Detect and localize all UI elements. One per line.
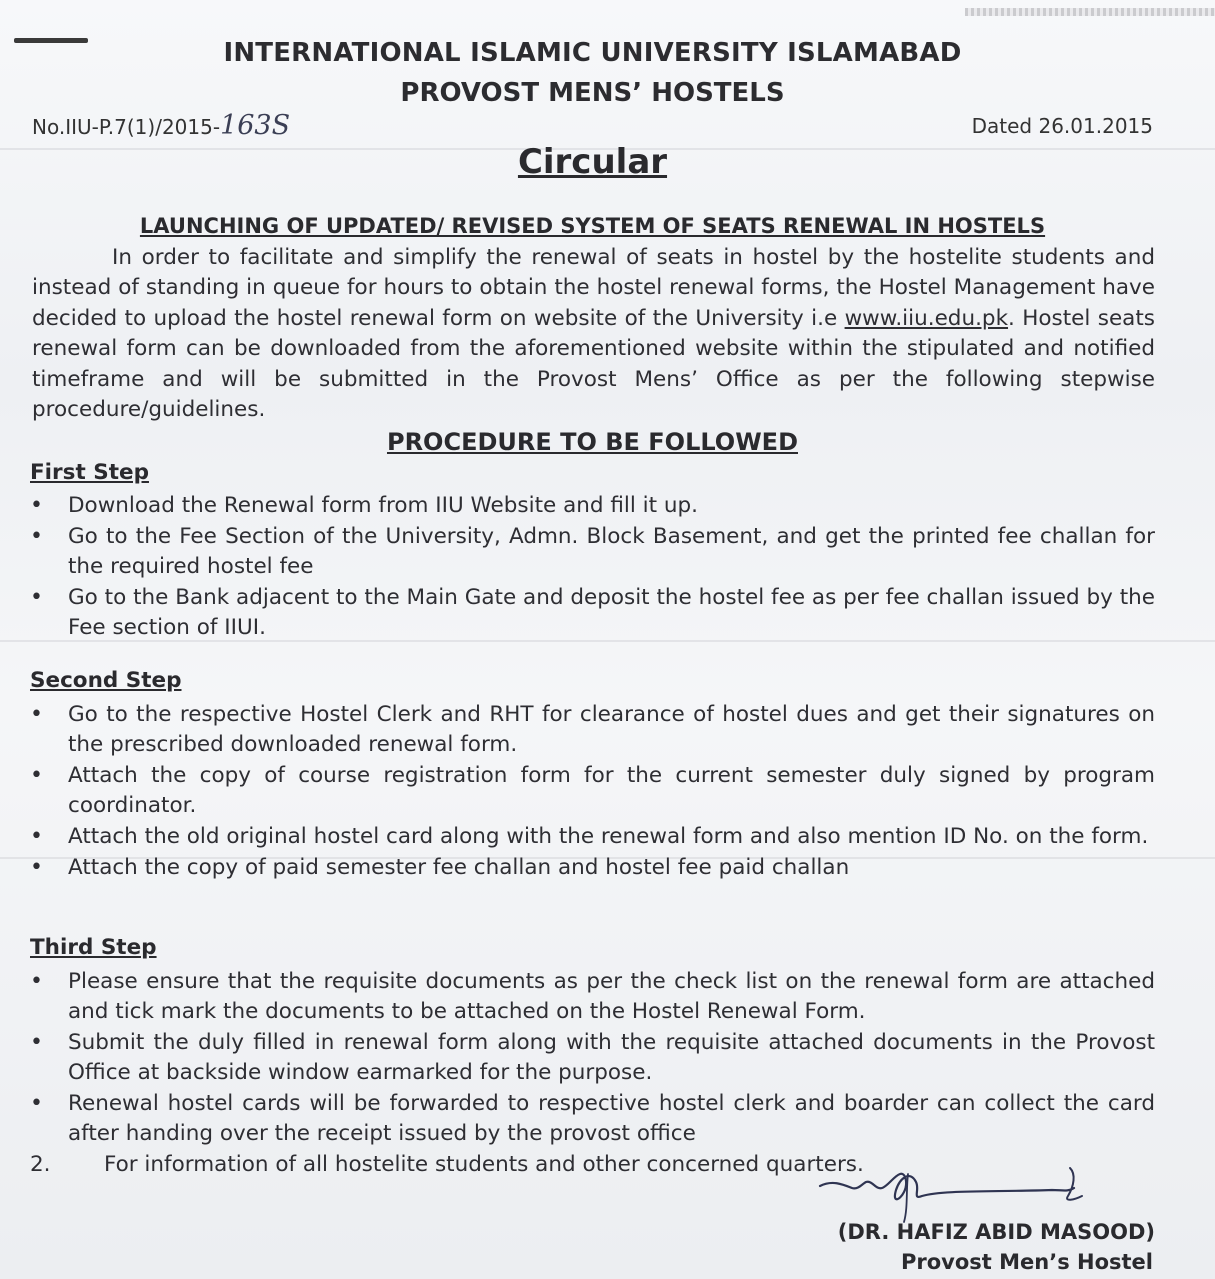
- date-line: Dated 26.01.2015: [971, 114, 1153, 138]
- closing-text: For information of all hostelite students and other concerned quarters.: [104, 1152, 864, 1177]
- document-title: Circular: [517, 142, 668, 182]
- bullet-icon: •: [30, 824, 43, 849]
- list-item-text: Go to the Bank adjacent to the Main Gate and deposit the hostel fee as per fee challan issued by the Fee section of IIUI.: [68, 585, 1155, 640]
- intro-text-before-link: In order to facilitate and simplify the renewal of seats in hostel by the hostelite students and instead of standing in queue for hours to obtain the hostel renewal forms, the Hostel Management have decided to upload the hostel renewal form on website of the University i.e: [32, 245, 1155, 331]
- list-item: [30, 583, 1155, 643]
- procedure-heading: PROCEDURE TO BE FOLLOWED: [386, 428, 798, 456]
- list-item: [30, 967, 1155, 1027]
- list-item-text: Attach the copy of course registration form for the current semester duly signed by program coordinator.: [68, 763, 1155, 818]
- reference-printed: No.IIU-P.7(1)/2015-: [32, 115, 221, 139]
- signatory-name: (DR. HAFIZ ABID MASOOD): [837, 1220, 1155, 1244]
- closing-number: 2.: [30, 1152, 51, 1177]
- intro-text-after-link: . Hostel seats renewal form can be downloaded from the aforementioned website within the stipulated and notified timeframe and will be submitted in the Provost Mens’ Office as per the following stepwise procedure/guidelines.: [32, 305, 1155, 423]
- step-heading-second: Second Step: [30, 668, 182, 693]
- bullet-icon: •: [30, 585, 43, 610]
- list-item-text: Submit the duly filled in renewal form along with the requisite attached documents in the Provost Office at backside window earmarked for the purpose.: [68, 1030, 1155, 1085]
- bullet-icon: •: [30, 1030, 43, 1055]
- reference-handwritten: 163S: [220, 110, 291, 141]
- bullet-icon: •: [30, 855, 43, 880]
- list-item-text: Renewal hostel cards will be forwarded to respective hostel clerk and boarder can collect the card after handing over the receipt issued by the provost office: [68, 1091, 1155, 1146]
- list-item: [30, 1089, 1155, 1149]
- signatory-title: Provost Men’s Hostel: [901, 1250, 1153, 1274]
- bullet-icon: •: [30, 702, 43, 727]
- intro-paragraph: [32, 243, 1155, 425]
- bullet-icon: •: [30, 763, 43, 788]
- bullet-icon: •: [30, 524, 43, 549]
- step-list-first: [30, 491, 1155, 643]
- list-item: [30, 761, 1155, 821]
- reference-number: [32, 110, 290, 141]
- university-name: INTERNATIONAL ISLAMIC UNIVERSITY ISLAMABAD: [223, 38, 962, 68]
- list-item: [30, 491, 1155, 521]
- list-item-text: Please ensure that the requisite documents as per the check list on the renewal form are attached and tick mark the documents to be attached on the Hostel Renewal Form.: [68, 969, 1155, 1024]
- subject-heading: LAUNCHING OF UPDATED/ REVISED SYSTEM OF SEATS RENEWAL IN HOSTELS: [139, 214, 1046, 238]
- office-name: PROVOST MENS’ HOSTELS: [400, 78, 785, 108]
- step-list-third: [30, 967, 1155, 1149]
- scan-edge-noise: [965, 8, 1215, 16]
- list-item: [30, 700, 1155, 760]
- list-item-text: Download the Renewal form from IIU Website and fill it up.: [68, 493, 699, 518]
- list-item: [30, 822, 1155, 852]
- step-list-second: [30, 700, 1155, 883]
- list-item-text: Go to the respective Hostel Clerk and RHT for clearance of hostel dues and get their signatures on the prescribed downloaded renewal form.: [68, 702, 1155, 757]
- list-item-text: Go to the Fee Section of the University, Admn. Block Basement, and get the printed fee challan for the required hostel fee: [68, 524, 1155, 579]
- bullet-icon: •: [30, 1091, 43, 1116]
- step-heading-third: Third Step: [30, 935, 157, 960]
- list-item-text: Attach the copy of paid semester fee challan and hostel fee paid challan: [68, 855, 850, 880]
- university-website-link[interactable]: www.iiu.edu.pk: [844, 305, 1009, 331]
- list-item: [30, 853, 1155, 883]
- list-item: [30, 522, 1155, 582]
- list-item-text: Attach the old original hostel card along with the renewal form and also mention ID No. on the form.: [68, 824, 1149, 849]
- step-heading-first: First Step: [30, 460, 149, 485]
- bullet-icon: •: [30, 969, 43, 994]
- list-item: [30, 1028, 1155, 1088]
- bullet-icon: •: [30, 493, 43, 518]
